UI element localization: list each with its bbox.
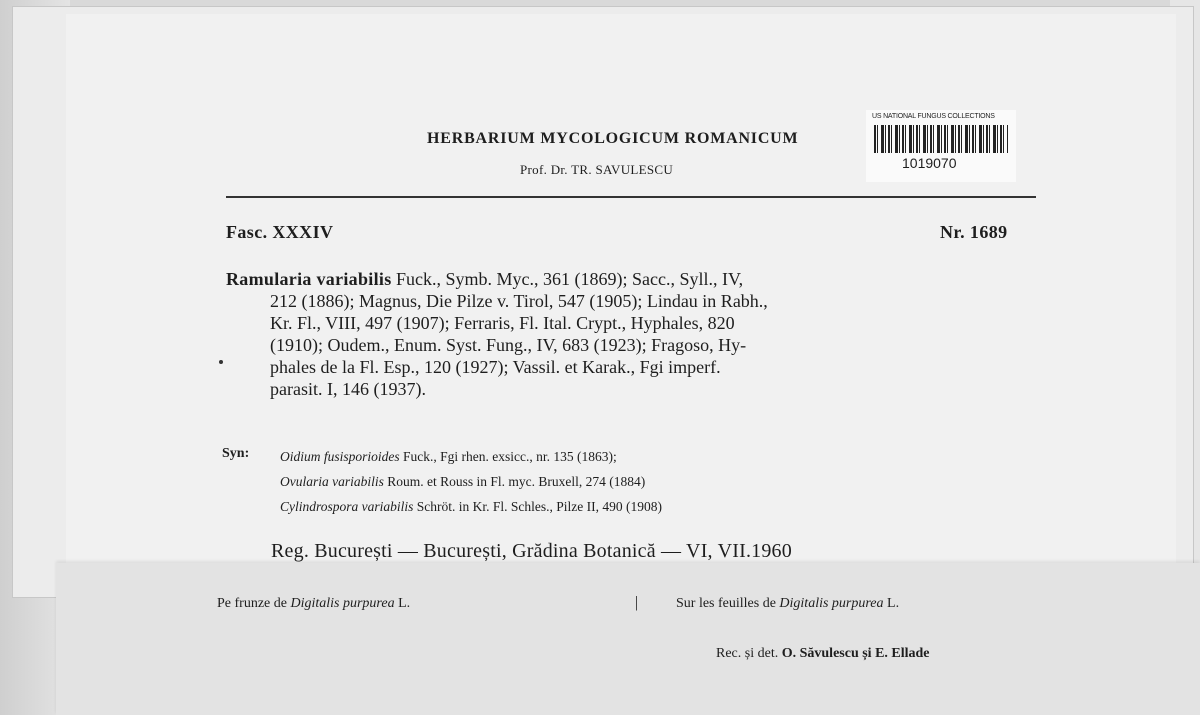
host-french: Sur les feuilles de Digitalis purpurea L. <box>676 596 900 611</box>
host-plant-name: Digitalis purpurea <box>290 596 395 611</box>
synonyms-list <box>280 444 662 519</box>
barcode-icon <box>874 125 1008 153</box>
envelope-flap <box>56 563 1200 715</box>
margin-dot <box>219 360 223 364</box>
host-plant-name: Digitalis purpurea <box>779 596 884 611</box>
species-references <box>226 268 1038 400</box>
reference-line: Ramularia variabilis Fuck., Symb. Myc., 361 (1869); Sacc., Syll., IV, <box>226 269 744 289</box>
reference-line: (1910); Oudem., Enum. Syst. Fung., IV, 683 (1923); Fragoso, Hy- <box>270 335 747 355</box>
barcode-number: 1019070 <box>902 155 957 171</box>
synonym-item: Cylindrospora variabilis Schröt. in Kr. Fl. Schles., Pilze II, 490 (1908) <box>280 499 662 514</box>
collector-line: Rec. și det. O. Săvulescu și E. Ellade <box>716 646 930 661</box>
synonym-item: Oidium fusisporioides Fuck., Fgi rhen. exsicc., nr. 135 (1863); <box>280 449 617 464</box>
species-name: Ramularia variabilis <box>226 269 392 289</box>
reference-line: parasit. I, 146 (1937). <box>270 379 426 399</box>
synonym-item: Ovularia variabilis Roum. et Rouss in Fl. myc. Bruxell, 274 (1884) <box>280 474 646 489</box>
specimen-number: Nr. 1689 <box>940 222 1008 242</box>
reference-line: Kr. Fl., VIII, 497 (1907); Ferraris, Fl. Ital. Crypt., Hyphales, 820 <box>270 313 735 333</box>
host-romanian: Pe frunze de Digitalis purpurea L. <box>217 596 411 611</box>
herbarium-director: Prof. Dr. TR. SAVULESCU <box>520 162 674 177</box>
collection-locality: Reg. București — București, Grădina Botanică — VI, VII.1960 <box>271 540 792 562</box>
collector-names: O. Săvulescu și E. Ellade <box>781 646 930 661</box>
fascicle-number: Fasc. XXXIV <box>226 222 334 242</box>
barcode-caption: US NATIONAL FUNGUS COLLECTIONS <box>872 113 995 120</box>
header-divider <box>226 196 1036 198</box>
barcode-label <box>866 110 1016 182</box>
reference-line: phales de la Fl. Esp., 120 (1927); Vassil. et Karak., Fgi imperf. <box>270 357 721 377</box>
reference-line: 212 (1886); Magnus, Die Pilze v. Tirol, 547 (1905); Lindau in Rabh., <box>270 291 768 311</box>
synonyms-label: Syn: <box>222 446 250 461</box>
herbarium-title: HERBARIUM MYCOLOGICUM ROMANICUM <box>427 130 799 147</box>
host-separator: | <box>635 594 639 611</box>
